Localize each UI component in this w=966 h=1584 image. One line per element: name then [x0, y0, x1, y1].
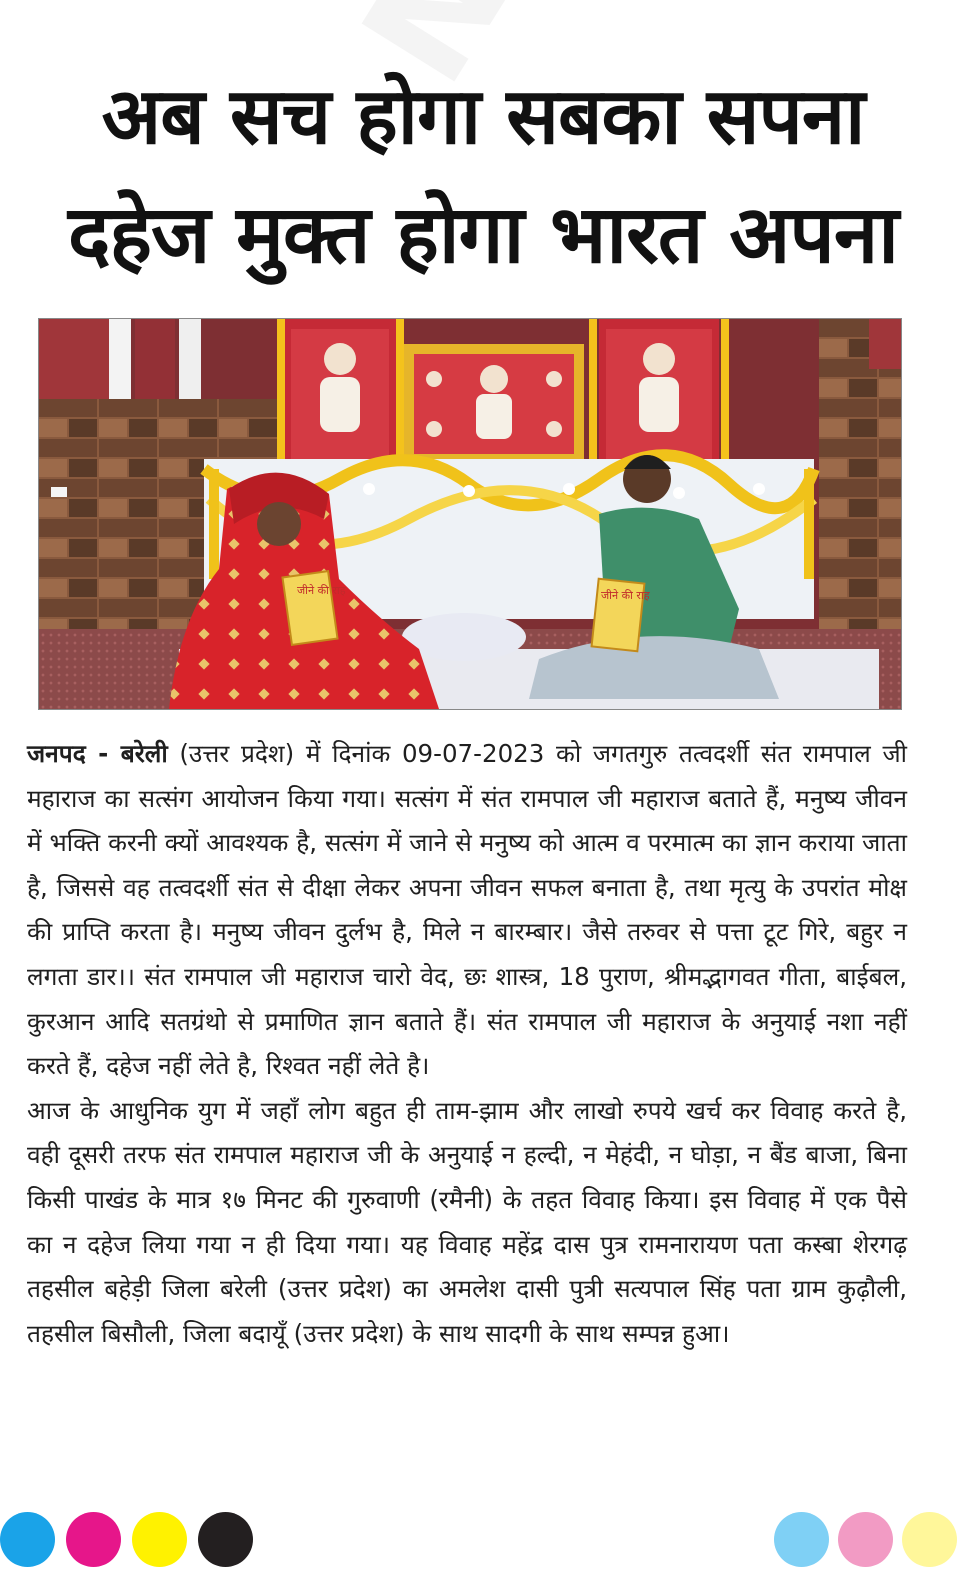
article-paragraph-1 [27, 732, 907, 1089]
paragraph-1-text: (उत्तर प्रदेश) में दिनांक 09-07-2023 को जगतगुरु तत्वदर्शी संत रामपाल जी महाराज का सत्संग आयोजन किया गया। सत्संग में संत रामपाल जी महाराज बताते हैं, मनुष्य जीवन में भक्ति करनी क्यों आवश्यक है, सत्संग में जाने से मनुष्य को आत्म व परमात्म का ज्ञान कराया जाता है, जिससे वह तत्वदर्शी संत से दीक्षा लेकर अपना जीवन सफल बनाता है, तथा मृत्यु के उपरांत मोक्ष की प्राप्ति करता है। मनुष्य जीवन दुर्लभ है, मिले न बारम्बार। जैसे तरुवर से पत्ता टूट गिरे, बहुर न लगता डार।। संत रामपाल जी महाराज चारो वेद, छः शास्त्र, 18 पुराण, श्रीमद्भागवत गीता, बाईबल, कुरआन आदि सतग्रंथो से प्रमाणित ज्ञान बताते हैं। संत रामपाल जी महाराज के अनुयाई नशा नहीं करते हैं, दहेज नहीं लेते है, रिश्वत नहीं लेते है। [27, 739, 907, 1081]
registration-mark-light-magenta [838, 1512, 893, 1567]
registration-mark-black [198, 1512, 253, 1567]
registration-mark-magenta [66, 1512, 121, 1567]
headline-line-1: अब सच होगा सबका सपना [101, 72, 865, 162]
book-title-left: जीने की राह [297, 584, 346, 597]
headline-line-2: दहेज मुक्त होगा भारत अपना [68, 188, 898, 281]
registration-mark-cyan [0, 1512, 55, 1567]
article-body [27, 732, 907, 1356]
registration-mark-yellow [132, 1512, 187, 1567]
wedding-photo [38, 318, 902, 710]
registration-mark-light-yellow [902, 1512, 957, 1567]
article-paragraph-2: आज के आधुनिक युग में जहाँ लोग बहुत ही ताम-झाम और लाखो रुपये खर्च कर विवाह करते है, वही दूसरी तरफ संत रामपाल महाराज जी के अनुयाई न हल्दी, न मेहंदी, न घोड़ा, न बैंड बाजा, बिना किसी पाखंड के मात्र १७ मिनट की गुरुवाणी (रमैनी) के तहत विवाह किया। इस विवाह में एक पैसे का न दहेज लिया गया न ही दिया गया। यह विवाह महेंद्र दास पुत्र रामनारायण पता कस्बा शेरगढ़ तहसील बहेड़ी जिला बरेली (उत्तर प्रदेश) का अमलेश दासी पुत्री सत्यपाल सिंह पता ग्राम कुढ़ौली, तहसील बिसौली, जिला बदायूँ (उत्तर प्रदेश) के साथ सादगी के साथ सम्पन्न हुआ। [27, 1095, 907, 1348]
dateline: जनपद - बरेली [27, 739, 168, 768]
book-title-right: जीने की राह [601, 589, 650, 602]
registration-mark-light-cyan [774, 1512, 829, 1567]
